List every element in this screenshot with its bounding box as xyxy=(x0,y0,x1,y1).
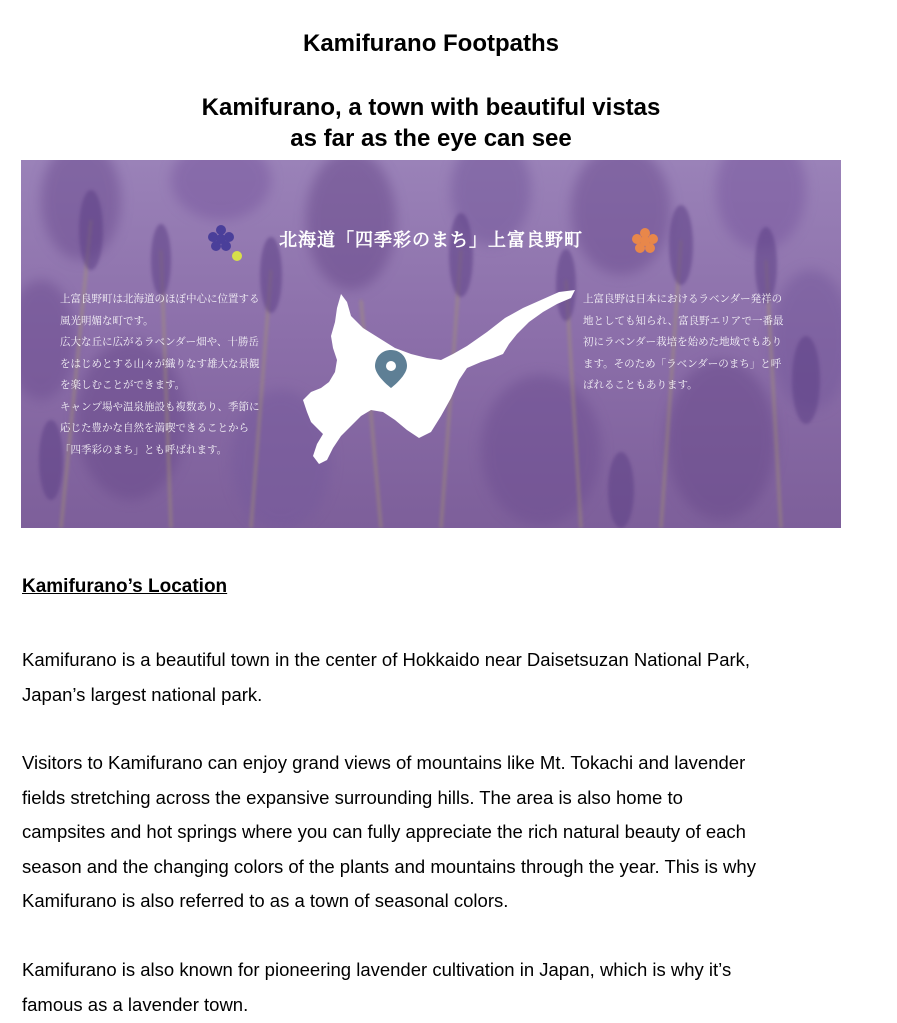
banner-text-line: キャンプ場や温泉施設も複数あり、季節に xyxy=(60,400,260,413)
banner-heading: 北海道「四季彩のまち」上富良野町 xyxy=(279,230,583,251)
banner-right-text xyxy=(583,289,815,397)
banner-text-line: をはじめとする山々が織りなす雄大な景観 xyxy=(60,357,260,370)
paragraph-line: fields stretching across the expansive surrounding hills. The area is also home to xyxy=(22,786,683,808)
paragraph-line: season and the changing colors of the plants and mountains through the year. This is why xyxy=(22,855,756,877)
banner-text-line: 広大な丘に広がるラベンダー畑や、十勝岳 xyxy=(60,336,259,348)
banner-text-line: 応じた豊かな自然を満喫できることから xyxy=(60,422,249,434)
paragraph-line: Kamifurano is also known for pioneering lavender cultivation in Japan, which is why it’s xyxy=(22,959,732,980)
hokkaido-map xyxy=(291,288,581,468)
banner-text-line: を楽しむことができます。 xyxy=(60,379,186,391)
hokkaido-island-shape xyxy=(303,290,575,464)
paragraph-line: campsites and hot springs where you can fully appreciate the rich natural beauty of each xyxy=(22,821,746,842)
banner-text-line: 地としても知られ、富良野エリアで一番最 xyxy=(583,314,784,327)
orange-flower-icon xyxy=(631,227,661,257)
banner-text-line: ます。そのため「ラベンダーのまち」と呼 xyxy=(583,357,782,370)
paragraph xyxy=(22,953,862,1022)
paragraph xyxy=(22,746,862,919)
banner-text-line: ばれることもあります。 xyxy=(583,379,698,391)
banner-text-line: 風光明媚な町です。 xyxy=(60,314,154,327)
banner-text-line: 初にラベンダー栽培を始めた地域でもあり xyxy=(583,336,783,348)
document-title: Kamifurano Footpaths xyxy=(303,30,559,57)
banner-left-text xyxy=(60,289,292,461)
paragraph-line: Kamifurano is also referred to as a town of seasonal colors. xyxy=(22,890,509,911)
subtitle-line: Kamifurano, a town with beautiful vistas xyxy=(201,94,661,121)
subtitle-line: as far as the eye can see xyxy=(290,125,572,152)
paragraph-line: Kamifurano is a beautiful town in the center of Hokkaido near Daisetsuzan National Park, xyxy=(22,649,751,670)
paragraph-line: famous as a lavender town. xyxy=(22,993,249,1015)
paragraph-line: Visitors to Kamifurano can enjoy grand views of mountains like Mt. Tokachi and lavender xyxy=(22,752,746,773)
paragraph xyxy=(22,643,862,712)
lavender-banner-image xyxy=(21,160,841,528)
paragraph-line: Japan’s largest national park. xyxy=(22,683,263,705)
section-heading: Kamifurano’s Location xyxy=(22,576,228,597)
document-subtitle xyxy=(0,92,862,154)
banner-text-line: 上富良野町は北海道のほぼ中心に位置する xyxy=(60,293,260,305)
banner-text-line: 上富良野は日本におけるラベンダー発祥の xyxy=(583,293,783,305)
banner-text-line: 「四季彩のまち」とも呼ばれます。 xyxy=(60,443,228,456)
